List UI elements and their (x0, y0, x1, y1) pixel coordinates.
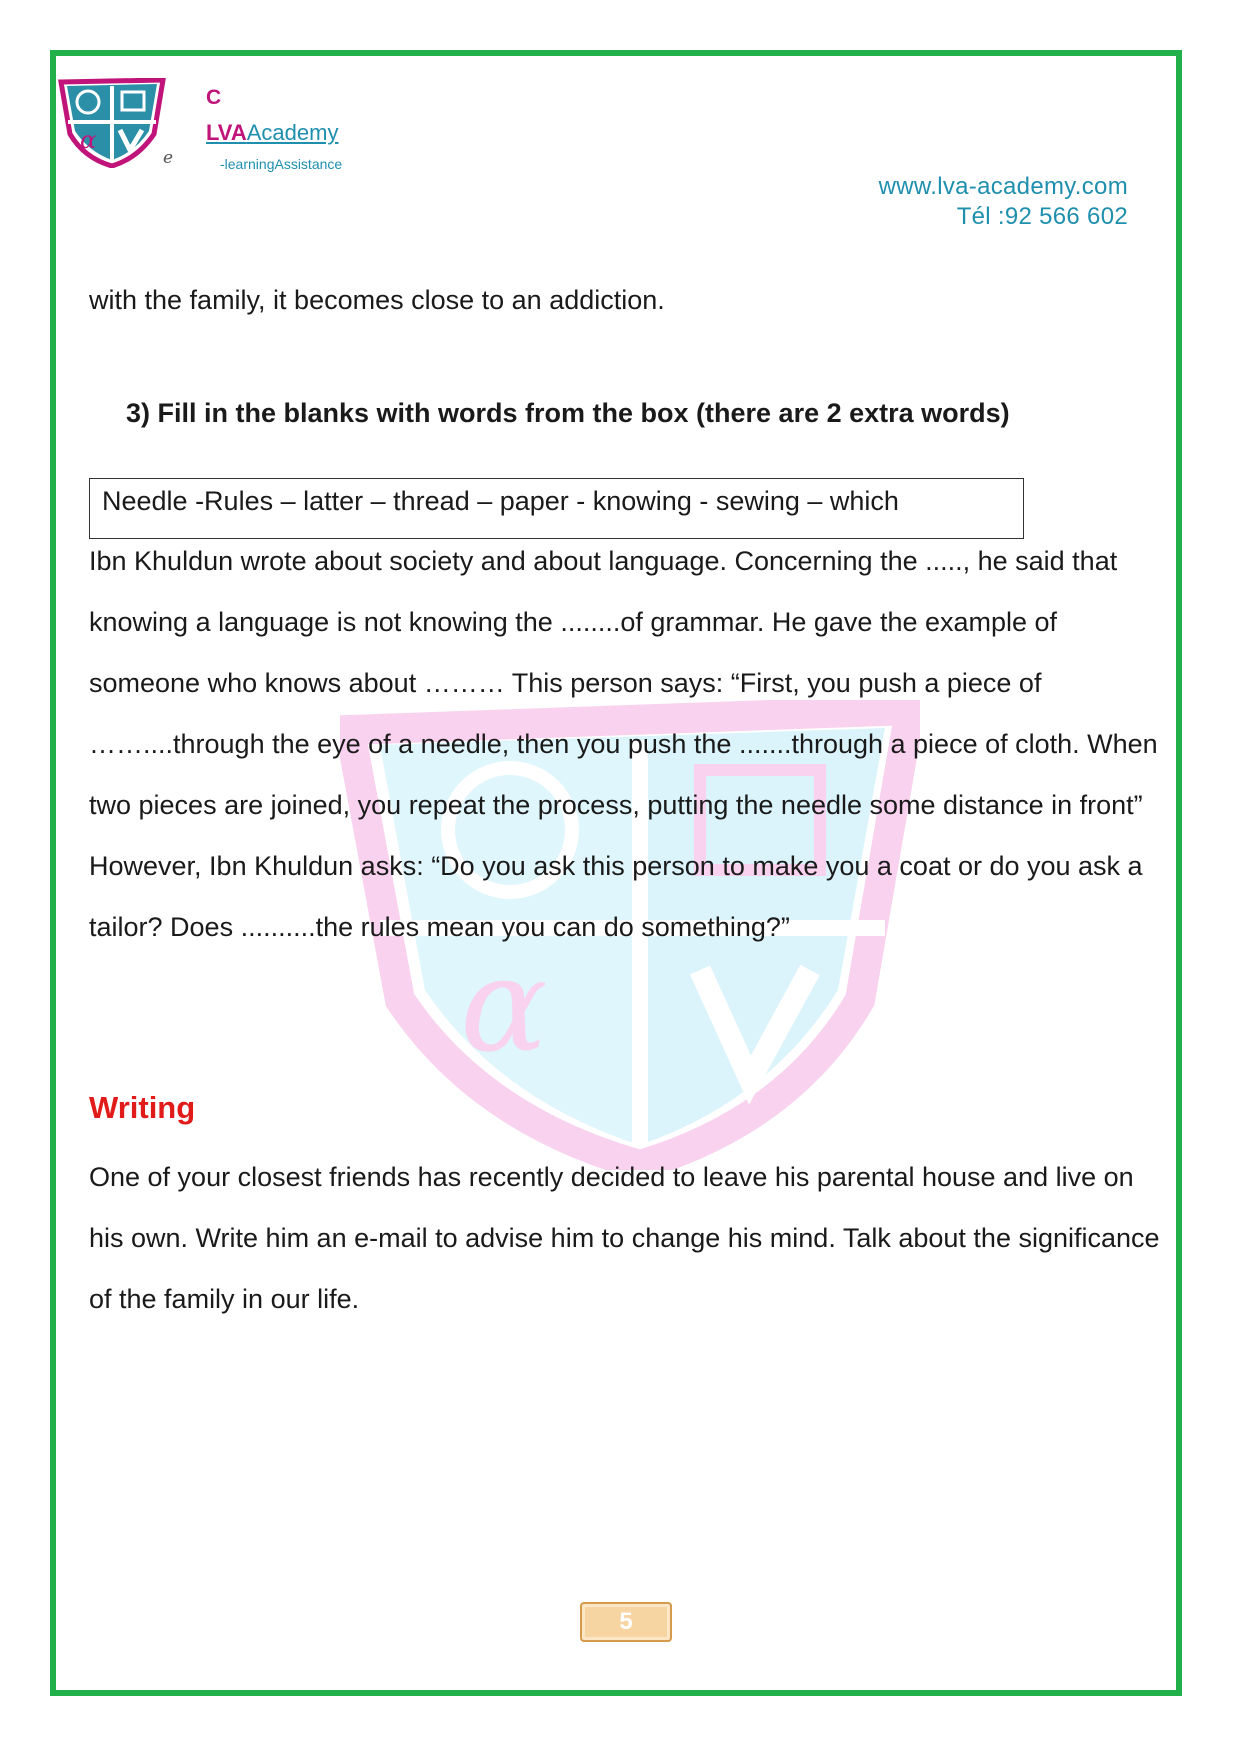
svg-text:α: α (460, 929, 548, 1081)
website-link[interactable]: www.lva-academy.com (878, 173, 1128, 200)
page-number: 5 (580, 1602, 672, 1642)
writing-title: Writing (89, 1090, 196, 1125)
brand-lva: LVA (206, 120, 247, 145)
brand-subtitle: -learningAssistance (220, 156, 343, 172)
brand-e-letter: e (163, 148, 174, 168)
svg-text:α: α (80, 126, 97, 154)
phone-number: Tél :92 566 602 (956, 203, 1128, 230)
intro-line: with the family, it becomes close to an addiction. (89, 285, 665, 315)
brand-letter: C (206, 86, 222, 109)
lva-shield-logo-icon (58, 78, 166, 168)
contact-block (879, 172, 1128, 232)
exercise-heading: 3) Fill in the blanks with words from the box (there are 2 extra words) (126, 398, 1010, 428)
word-box: Needle -Rules – latter – thread – paper - knowing - sewing – which (89, 478, 1024, 539)
brand-name (206, 120, 338, 146)
brand-academy: Academy (246, 120, 339, 145)
fill-in-passage: Ibn Khuldun wrote about society and about language. Concerning the ....., he said that knowing a language is not knowing the ........of grammar. He gave the example of someone who knows about ……… This person says: “First, you push a piece of ……....through the eye of a needle, then you push the .......through a piece of cloth. When two pieces are joined, you repeat the process, putting the needle some distance in front” However, Ibn Khuldun asks: “Do you ask this person to make you a coat or do you ask a tailor? Does ..........the rules mean you can do something?” (89, 546, 1158, 942)
writing-prompt: One of your closest friends has recently decided to leave his parental house and live on his own. Write him an e-mail to advise him to change his mind. Talk about the significance of the family in our life. (89, 1162, 1160, 1314)
